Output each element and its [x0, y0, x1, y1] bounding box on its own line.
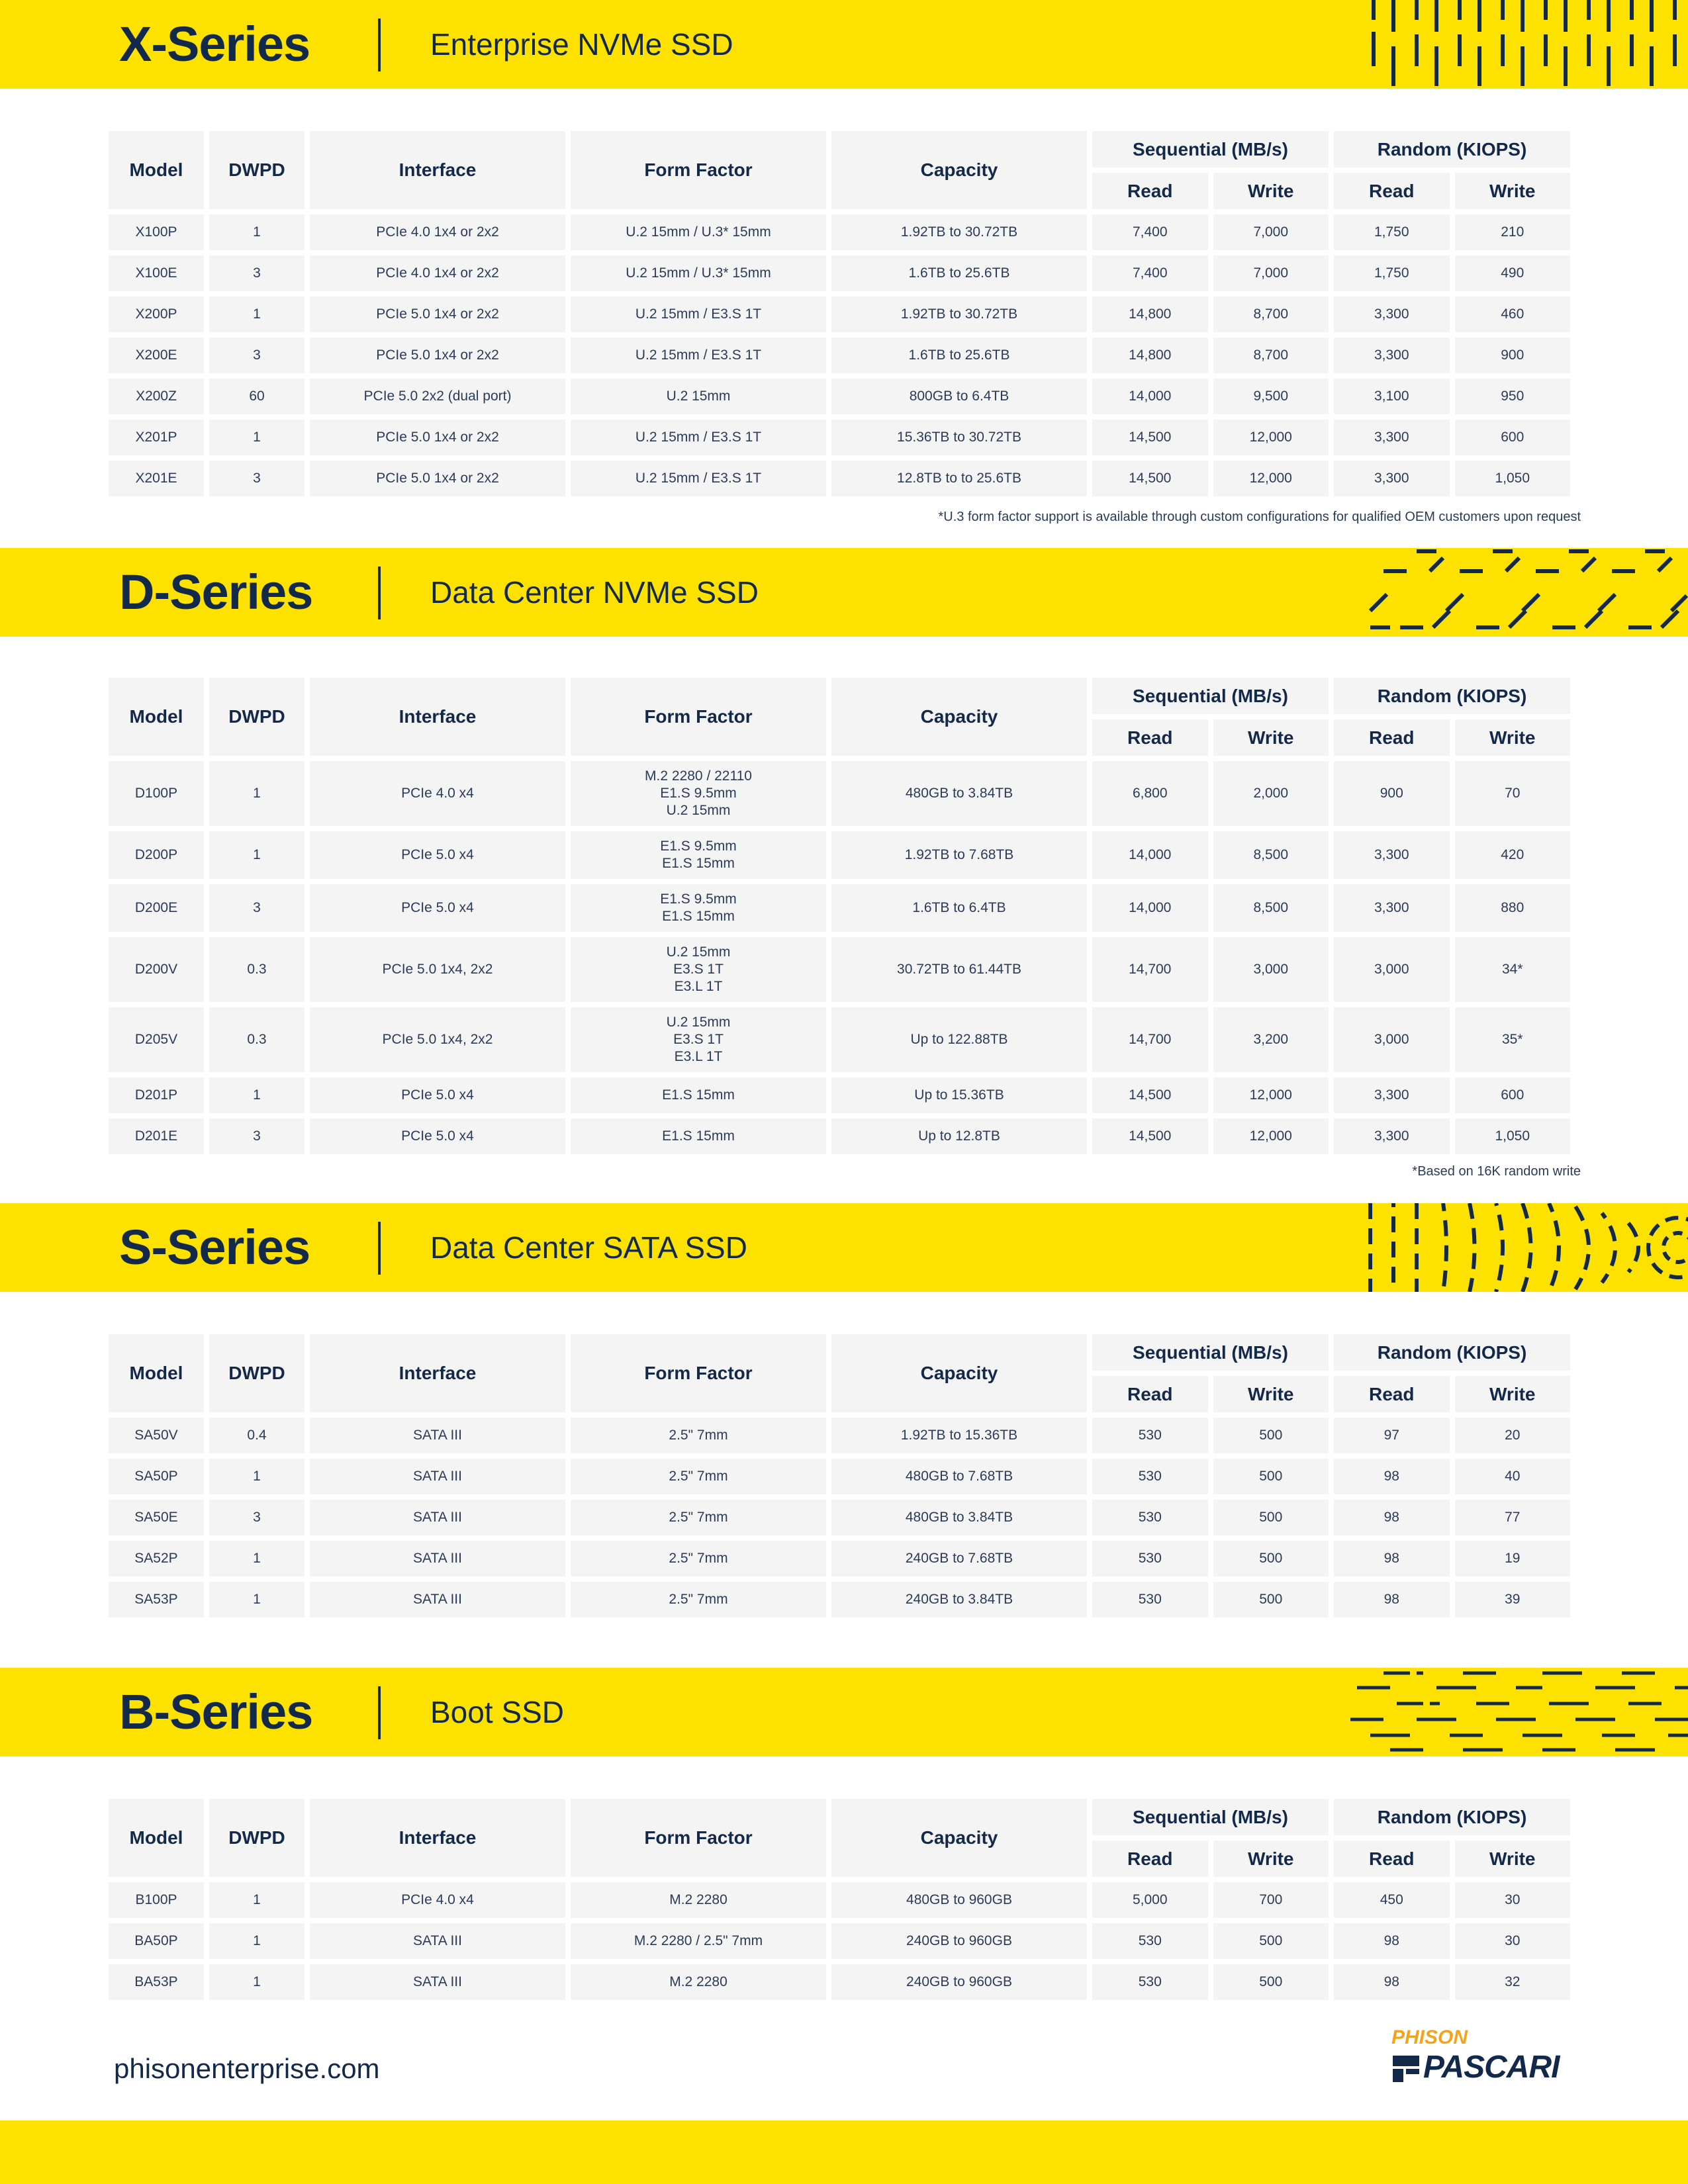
d-series-title: D-Series: [119, 565, 313, 619]
cell-rand-write: 420: [1455, 831, 1571, 879]
cell-seq-read: 14,000: [1092, 379, 1208, 414]
cell-dwpd: 1: [209, 214, 305, 250]
cell-dwpd: 60: [209, 379, 305, 414]
cell-capacity: 480GB to 960GB: [831, 1882, 1087, 1918]
cell-rand-write: 490: [1455, 255, 1571, 291]
table-row: [109, 1500, 1570, 1535]
cell-interface: PCIe 5.0 1x4 or 2x2: [310, 420, 565, 455]
cell-seq-write: 12,000: [1213, 1077, 1329, 1113]
cell-seq-read: 14,500: [1092, 461, 1208, 496]
cell-rand-read: 98: [1334, 1964, 1450, 2000]
cell-interface: PCIe 5.0 1x4 or 2x2: [310, 461, 565, 496]
cell-dwpd: 3: [209, 255, 305, 291]
cell-form-factor: U.2 15mm / E3.S 1T: [571, 420, 826, 455]
cell-dwpd: 1: [209, 831, 305, 879]
x-series-footnote: *U.3 form factor support is available through custom configurations for qualified OEM customers upon request: [938, 510, 1581, 524]
bottom-bar: [0, 2120, 1688, 2184]
cell-rand-write: 32: [1455, 1964, 1571, 2000]
cell-model: D100P: [109, 761, 204, 826]
cell-rand-write: 600: [1455, 1077, 1571, 1113]
cell-model: B100P: [109, 1882, 204, 1918]
banner-divider: [378, 567, 381, 619]
header-dwpd: DWPD: [209, 1799, 305, 1877]
cell-seq-read: 530: [1092, 1418, 1208, 1453]
header-seq-read: Read: [1092, 1841, 1208, 1877]
cell-form-factor: E1.S 15mm: [571, 1077, 826, 1113]
cell-interface: PCIe 5.0 1x4 or 2x2: [310, 338, 565, 373]
cell-capacity: 240GB to 960GB: [831, 1923, 1087, 1959]
header-seq-read: Read: [1092, 719, 1208, 756]
cell-rand-read: 98: [1334, 1541, 1450, 1576]
cell-form-factor: M.2 2280 / 2.5" 7mm: [571, 1923, 826, 1959]
header-form-factor: Form Factor: [571, 678, 826, 756]
cell-dwpd: 1: [209, 1964, 305, 2000]
cell-capacity: 1.6TB to 6.4TB: [831, 884, 1087, 932]
cell-rand-read: 450: [1334, 1882, 1450, 1918]
cell-interface: PCIe 5.0 1x4, 2x2: [310, 937, 565, 1002]
cell-rand-write: 77: [1455, 1500, 1571, 1535]
cell-rand-read: 3,300: [1334, 338, 1450, 373]
cell-model: X200E: [109, 338, 204, 373]
cell-seq-read: 530: [1092, 1500, 1208, 1535]
header-capacity: Capacity: [831, 678, 1087, 756]
cell-interface: PCIe 4.0 1x4 or 2x2: [310, 255, 565, 291]
table-row: [109, 1418, 1570, 1453]
cell-rand-write: 70: [1455, 761, 1571, 826]
cell-seq-write: 12,000: [1213, 461, 1329, 496]
cell-model: D201E: [109, 1118, 204, 1154]
table-row: [109, 1964, 1570, 2000]
b-series-title: B-Series: [119, 1684, 313, 1739]
header-sequential: Sequential (MB/s): [1092, 1334, 1329, 1371]
cell-form-factor: M.2 2280: [571, 1882, 826, 1918]
cell-interface: PCIe 5.0 x4: [310, 1077, 565, 1113]
header-seq-read: Read: [1092, 173, 1208, 209]
table-row: [109, 1118, 1570, 1154]
cell-seq-read: 5,000: [1092, 1882, 1208, 1918]
cell-capacity: 480GB to 7.68TB: [831, 1459, 1087, 1494]
cell-seq-read: 530: [1092, 1459, 1208, 1494]
cell-rand-write: 19: [1455, 1541, 1571, 1576]
header-form-factor: Form Factor: [571, 1334, 826, 1412]
banner-divider: [378, 1222, 381, 1275]
cell-capacity: 1.92TB to 30.72TB: [831, 214, 1087, 250]
cell-model: D200P: [109, 831, 204, 879]
cell-dwpd: 0.4: [209, 1418, 305, 1453]
cell-seq-write: 500: [1213, 1923, 1329, 1959]
cell-model: D201P: [109, 1077, 204, 1113]
cell-form-factor: U.2 15mm: [571, 379, 826, 414]
header-capacity: Capacity: [831, 1799, 1087, 1877]
header-rand-read: Read: [1334, 1376, 1450, 1412]
header-random: Random (KIOPS): [1334, 1334, 1570, 1371]
cell-interface: PCIe 4.0 x4: [310, 761, 565, 826]
cell-interface: SATA III: [310, 1459, 565, 1494]
x-series-title: X-Series: [119, 17, 310, 71]
s-series-subtitle: Data Center SATA SSD: [430, 1230, 747, 1265]
cell-rand-read: 3,300: [1334, 296, 1450, 332]
header-dwpd: DWPD: [209, 1334, 305, 1412]
d-series-banner: [0, 548, 1688, 637]
cell-model: SA50P: [109, 1459, 204, 1494]
diagonal-dash-pattern-icon: [1344, 548, 1688, 637]
header-seq-write: Write: [1213, 173, 1329, 209]
cell-form-factor: 2.5" 7mm: [571, 1418, 826, 1453]
cell-seq-read: 14,500: [1092, 1077, 1208, 1113]
cell-rand-read: 3,300: [1334, 884, 1450, 932]
cell-seq-write: 700: [1213, 1882, 1329, 1918]
cell-form-factor: U.2 15mm / E3.S 1T: [571, 461, 826, 496]
cell-form-factor: M.2 2280 / 22110 E1.S 9.5mm U.2 15mm: [571, 761, 826, 826]
header-rand-write: Write: [1455, 1376, 1571, 1412]
cell-seq-write: 500: [1213, 1500, 1329, 1535]
cell-model: SA50E: [109, 1500, 204, 1535]
cell-seq-read: 7,400: [1092, 255, 1208, 291]
x-series-banner: [0, 0, 1688, 89]
pascari-mark-icon: [1390, 2053, 1422, 2085]
header-form-factor: Form Factor: [571, 131, 826, 209]
cell-seq-read: 7,400: [1092, 214, 1208, 250]
cell-rand-read: 3,000: [1334, 1007, 1450, 1072]
cell-rand-read: 1,750: [1334, 214, 1450, 250]
cell-rand-read: 97: [1334, 1418, 1450, 1453]
cell-interface: SATA III: [310, 1923, 565, 1959]
cell-seq-write: 8,500: [1213, 831, 1329, 879]
header-model: Model: [109, 1334, 204, 1412]
cell-rand-read: 3,300: [1334, 1077, 1450, 1113]
cell-model: BA50P: [109, 1923, 204, 1959]
s-series-banner: [0, 1203, 1688, 1292]
cell-dwpd: 3: [209, 338, 305, 373]
cell-rand-write: 1,050: [1455, 1118, 1571, 1154]
cell-form-factor: E1.S 9.5mm E1.S 15mm: [571, 831, 826, 879]
cell-capacity: 480GB to 3.84TB: [831, 1500, 1087, 1535]
cell-rand-write: 1,050: [1455, 461, 1571, 496]
cell-capacity: 1.92TB to 30.72TB: [831, 296, 1087, 332]
cell-model: X100P: [109, 214, 204, 250]
cell-interface: PCIe 5.0 x4: [310, 1118, 565, 1154]
cell-rand-read: 3,300: [1334, 420, 1450, 455]
vertical-dash-pattern-icon: [1344, 0, 1688, 89]
cell-capacity: 1.92TB to 7.68TB: [831, 831, 1087, 879]
cell-seq-write: 3,200: [1213, 1007, 1329, 1072]
header-seq-write: Write: [1213, 1841, 1329, 1877]
cell-capacity: 1.6TB to 25.6TB: [831, 338, 1087, 373]
cell-seq-read: 14,000: [1092, 884, 1208, 932]
cell-interface: PCIe 5.0 x4: [310, 831, 565, 879]
table-row: [109, 214, 1570, 250]
header-rand-write: Write: [1455, 1841, 1571, 1877]
d-series-table: [109, 678, 1581, 1160]
cell-capacity: Up to 15.36TB: [831, 1077, 1087, 1113]
cell-form-factor: U.2 15mm / U.3* 15mm: [571, 255, 826, 291]
table-row: [109, 379, 1570, 414]
x-series-table: [109, 131, 1581, 502]
cell-capacity: 15.36TB to 30.72TB: [831, 420, 1087, 455]
cell-dwpd: 3: [209, 884, 305, 932]
cell-rand-write: 30: [1455, 1882, 1571, 1918]
cell-capacity: 480GB to 3.84TB: [831, 761, 1087, 826]
s-series-table: [109, 1334, 1581, 1623]
cell-seq-read: 530: [1092, 1923, 1208, 1959]
cell-seq-read: 530: [1092, 1964, 1208, 2000]
table-row: [109, 761, 1570, 826]
cell-capacity: Up to 12.8TB: [831, 1118, 1087, 1154]
cell-form-factor: U.2 15mm E3.S 1T E3.L 1T: [571, 1007, 826, 1072]
cell-seq-write: 8,500: [1213, 884, 1329, 932]
cell-dwpd: 1: [209, 1459, 305, 1494]
table-row: [109, 1077, 1570, 1113]
cell-rand-write: 39: [1455, 1582, 1571, 1617]
cell-seq-write: 12,000: [1213, 420, 1329, 455]
cell-capacity: Up to 122.88TB: [831, 1007, 1087, 1072]
cell-rand-write: 35*: [1455, 1007, 1571, 1072]
cell-rand-read: 98: [1334, 1459, 1450, 1494]
cell-model: BA53P: [109, 1964, 204, 2000]
cell-seq-read: 14,700: [1092, 1007, 1208, 1072]
cell-interface: PCIe 4.0 1x4 or 2x2: [310, 214, 565, 250]
cell-interface: PCIe 5.0 2x2 (dual port): [310, 379, 565, 414]
header-form-factor: Form Factor: [571, 1799, 826, 1877]
cell-interface: PCIe 4.0 x4: [310, 1882, 565, 1918]
header-sequential: Sequential (MB/s): [1092, 131, 1329, 167]
cell-interface: SATA III: [310, 1582, 565, 1617]
cell-seq-write: 500: [1213, 1964, 1329, 2000]
cell-interface: SATA III: [310, 1541, 565, 1576]
cell-dwpd: 1: [209, 296, 305, 332]
cell-model: SA50V: [109, 1418, 204, 1453]
cell-form-factor: 2.5" 7mm: [571, 1459, 826, 1494]
cell-form-factor: E1.S 15mm: [571, 1118, 826, 1154]
table-row: [109, 1459, 1570, 1494]
cell-model: X201P: [109, 420, 204, 455]
cell-model: SA52P: [109, 1541, 204, 1576]
cell-form-factor: U.2 15mm / E3.S 1T: [571, 296, 826, 332]
cell-dwpd: 1: [209, 1541, 305, 1576]
header-model: Model: [109, 678, 204, 756]
cell-rand-read: 3,000: [1334, 937, 1450, 1002]
header-capacity: Capacity: [831, 1334, 1087, 1412]
table-row: [109, 296, 1570, 332]
cell-rand-write: 900: [1455, 338, 1571, 373]
cell-interface: SATA III: [310, 1500, 565, 1535]
cell-form-factor: E1.S 9.5mm E1.S 15mm: [571, 884, 826, 932]
cell-seq-read: 14,500: [1092, 1118, 1208, 1154]
cell-rand-read: 98: [1334, 1923, 1450, 1959]
cell-capacity: 800GB to 6.4TB: [831, 379, 1087, 414]
cell-seq-read: 14,700: [1092, 937, 1208, 1002]
cell-seq-write: 500: [1213, 1582, 1329, 1617]
cell-seq-write: 8,700: [1213, 296, 1329, 332]
cell-model: D200V: [109, 937, 204, 1002]
cell-model: D205V: [109, 1007, 204, 1072]
website-link[interactable]: phisonenterprise.com: [114, 2053, 380, 2084]
cell-form-factor: U.2 15mm E3.S 1T E3.L 1T: [571, 937, 826, 1002]
cell-dwpd: 1: [209, 1923, 305, 1959]
cell-model: X200P: [109, 296, 204, 332]
header-model: Model: [109, 131, 204, 209]
header-seq-read: Read: [1092, 1376, 1208, 1412]
cell-rand-read: 98: [1334, 1500, 1450, 1535]
cell-seq-write: 7,000: [1213, 255, 1329, 291]
cell-seq-write: 500: [1213, 1459, 1329, 1494]
d-series-subtitle: Data Center NVMe SSD: [430, 575, 759, 610]
cell-seq-write: 12,000: [1213, 1118, 1329, 1154]
cell-model: D200E: [109, 884, 204, 932]
cell-interface: SATA III: [310, 1418, 565, 1453]
cell-form-factor: 2.5" 7mm: [571, 1500, 826, 1535]
table-row: [109, 884, 1570, 932]
cell-dwpd: 0.3: [209, 937, 305, 1002]
header-seq-write: Write: [1213, 1376, 1329, 1412]
cell-model: X201E: [109, 461, 204, 496]
header-interface: Interface: [310, 131, 565, 209]
b-series-table: [109, 1799, 1581, 2005]
header-rand-read: Read: [1334, 1841, 1450, 1877]
cell-interface: PCIe 5.0 1x4 or 2x2: [310, 296, 565, 332]
cell-seq-write: 500: [1213, 1418, 1329, 1453]
header-rand-read: Read: [1334, 719, 1450, 756]
cell-seq-read: 14,000: [1092, 831, 1208, 879]
cell-dwpd: 3: [209, 1118, 305, 1154]
cell-capacity: 30.72TB to 61.44TB: [831, 937, 1087, 1002]
table-row: [109, 1923, 1570, 1959]
cell-rand-write: 34*: [1455, 937, 1571, 1002]
cell-rand-read: 3,300: [1334, 831, 1450, 879]
cell-dwpd: 1: [209, 1077, 305, 1113]
header-interface: Interface: [310, 1334, 565, 1412]
cell-capacity: 1.92TB to 15.36TB: [831, 1418, 1087, 1453]
header-random: Random (KIOPS): [1334, 678, 1570, 714]
cell-dwpd: 1: [209, 1882, 305, 1918]
cell-dwpd: 1: [209, 420, 305, 455]
cell-form-factor: 2.5" 7mm: [571, 1541, 826, 1576]
header-dwpd: DWPD: [209, 678, 305, 756]
header-random: Random (KIOPS): [1334, 1799, 1570, 1835]
cell-seq-read: 530: [1092, 1541, 1208, 1576]
cell-rand-write: 210: [1455, 214, 1571, 250]
cell-seq-write: 7,000: [1213, 214, 1329, 250]
table-row: [109, 420, 1570, 455]
cell-model: SA53P: [109, 1582, 204, 1617]
cell-dwpd: 1: [209, 761, 305, 826]
cell-capacity: 1.6TB to 25.6TB: [831, 255, 1087, 291]
horizontal-dash-pattern-icon: [1344, 1668, 1688, 1756]
cell-seq-read: 6,800: [1092, 761, 1208, 826]
table-row: [109, 1007, 1570, 1072]
b-series-banner: [0, 1668, 1688, 1756]
d-series-footnote: *Based on 16K random write: [1412, 1164, 1581, 1179]
table-row: [109, 338, 1570, 373]
cell-seq-write: 8,700: [1213, 338, 1329, 373]
table-row: [109, 831, 1570, 879]
header-model: Model: [109, 1799, 204, 1877]
cell-rand-write: 40: [1455, 1459, 1571, 1494]
b-series-subtitle: Boot SSD: [430, 1695, 564, 1729]
cell-dwpd: 0.3: [209, 1007, 305, 1072]
cell-form-factor: U.2 15mm / E3.S 1T: [571, 338, 826, 373]
cell-rand-read: 1,750: [1334, 255, 1450, 291]
table-row: [109, 255, 1570, 291]
cell-interface: SATA III: [310, 1964, 565, 2000]
header-rand-write: Write: [1455, 173, 1571, 209]
header-rand-read: Read: [1334, 173, 1450, 209]
cell-capacity: 240GB to 7.68TB: [831, 1541, 1087, 1576]
table-row: [109, 461, 1570, 496]
cell-seq-read: 14,800: [1092, 338, 1208, 373]
header-seq-write: Write: [1213, 719, 1329, 756]
cell-rand-write: 880: [1455, 884, 1571, 932]
header-capacity: Capacity: [831, 131, 1087, 209]
cell-seq-write: 9,500: [1213, 379, 1329, 414]
cell-dwpd: 3: [209, 1500, 305, 1535]
cell-seq-read: 530: [1092, 1582, 1208, 1617]
cell-form-factor: M.2 2280: [571, 1964, 826, 2000]
cell-form-factor: U.2 15mm / U.3* 15mm: [571, 214, 826, 250]
logo-phison-text: PHISON: [1391, 2026, 1468, 2048]
s-series-title: S-Series: [119, 1220, 310, 1275]
cell-rand-read: 98: [1334, 1582, 1450, 1617]
table-row: [109, 1541, 1570, 1576]
cell-seq-read: 14,500: [1092, 420, 1208, 455]
header-sequential: Sequential (MB/s): [1092, 1799, 1329, 1835]
cell-interface: PCIe 5.0 x4: [310, 884, 565, 932]
cell-capacity: 12.8TB to to 25.6TB: [831, 461, 1087, 496]
cell-interface: PCIe 5.0 1x4, 2x2: [310, 1007, 565, 1072]
cell-model: X200Z: [109, 379, 204, 414]
header-dwpd: DWPD: [209, 131, 305, 209]
x-series-subtitle: Enterprise NVMe SSD: [430, 27, 733, 62]
phison-pascari-logo: [1390, 2026, 1582, 2093]
cell-seq-write: 2,000: [1213, 761, 1329, 826]
cell-rand-write: 460: [1455, 296, 1571, 332]
cell-dwpd: 3: [209, 461, 305, 496]
header-rand-write: Write: [1455, 719, 1571, 756]
cell-rand-read: 3,100: [1334, 379, 1450, 414]
cell-seq-read: 14,800: [1092, 296, 1208, 332]
banner-divider: [378, 1686, 381, 1739]
header-random: Random (KIOPS): [1334, 131, 1570, 167]
logo-pascari-text: PASCARI: [1423, 2050, 1560, 2085]
cell-rand-write: 30: [1455, 1923, 1571, 1959]
cell-rand-write: 600: [1455, 420, 1571, 455]
cell-rand-read: 3,300: [1334, 1118, 1450, 1154]
cell-dwpd: 1: [209, 1582, 305, 1617]
cell-capacity: 240GB to 3.84TB: [831, 1582, 1087, 1617]
table-row: [109, 937, 1570, 1002]
cell-form-factor: 2.5" 7mm: [571, 1582, 826, 1617]
table-row: [109, 1882, 1570, 1918]
cell-model: X100E: [109, 255, 204, 291]
header-interface: Interface: [310, 678, 565, 756]
cell-rand-read: 900: [1334, 761, 1450, 826]
arc-dash-pattern-icon: [1344, 1203, 1688, 1292]
cell-seq-write: 3,000: [1213, 937, 1329, 1002]
banner-divider: [378, 19, 381, 71]
cell-seq-write: 500: [1213, 1541, 1329, 1576]
cell-rand-write: 950: [1455, 379, 1571, 414]
cell-rand-read: 3,300: [1334, 461, 1450, 496]
header-sequential: Sequential (MB/s): [1092, 678, 1329, 714]
header-interface: Interface: [310, 1799, 565, 1877]
table-row: [109, 1582, 1570, 1617]
cell-capacity: 240GB to 960GB: [831, 1964, 1087, 2000]
cell-rand-write: 20: [1455, 1418, 1571, 1453]
